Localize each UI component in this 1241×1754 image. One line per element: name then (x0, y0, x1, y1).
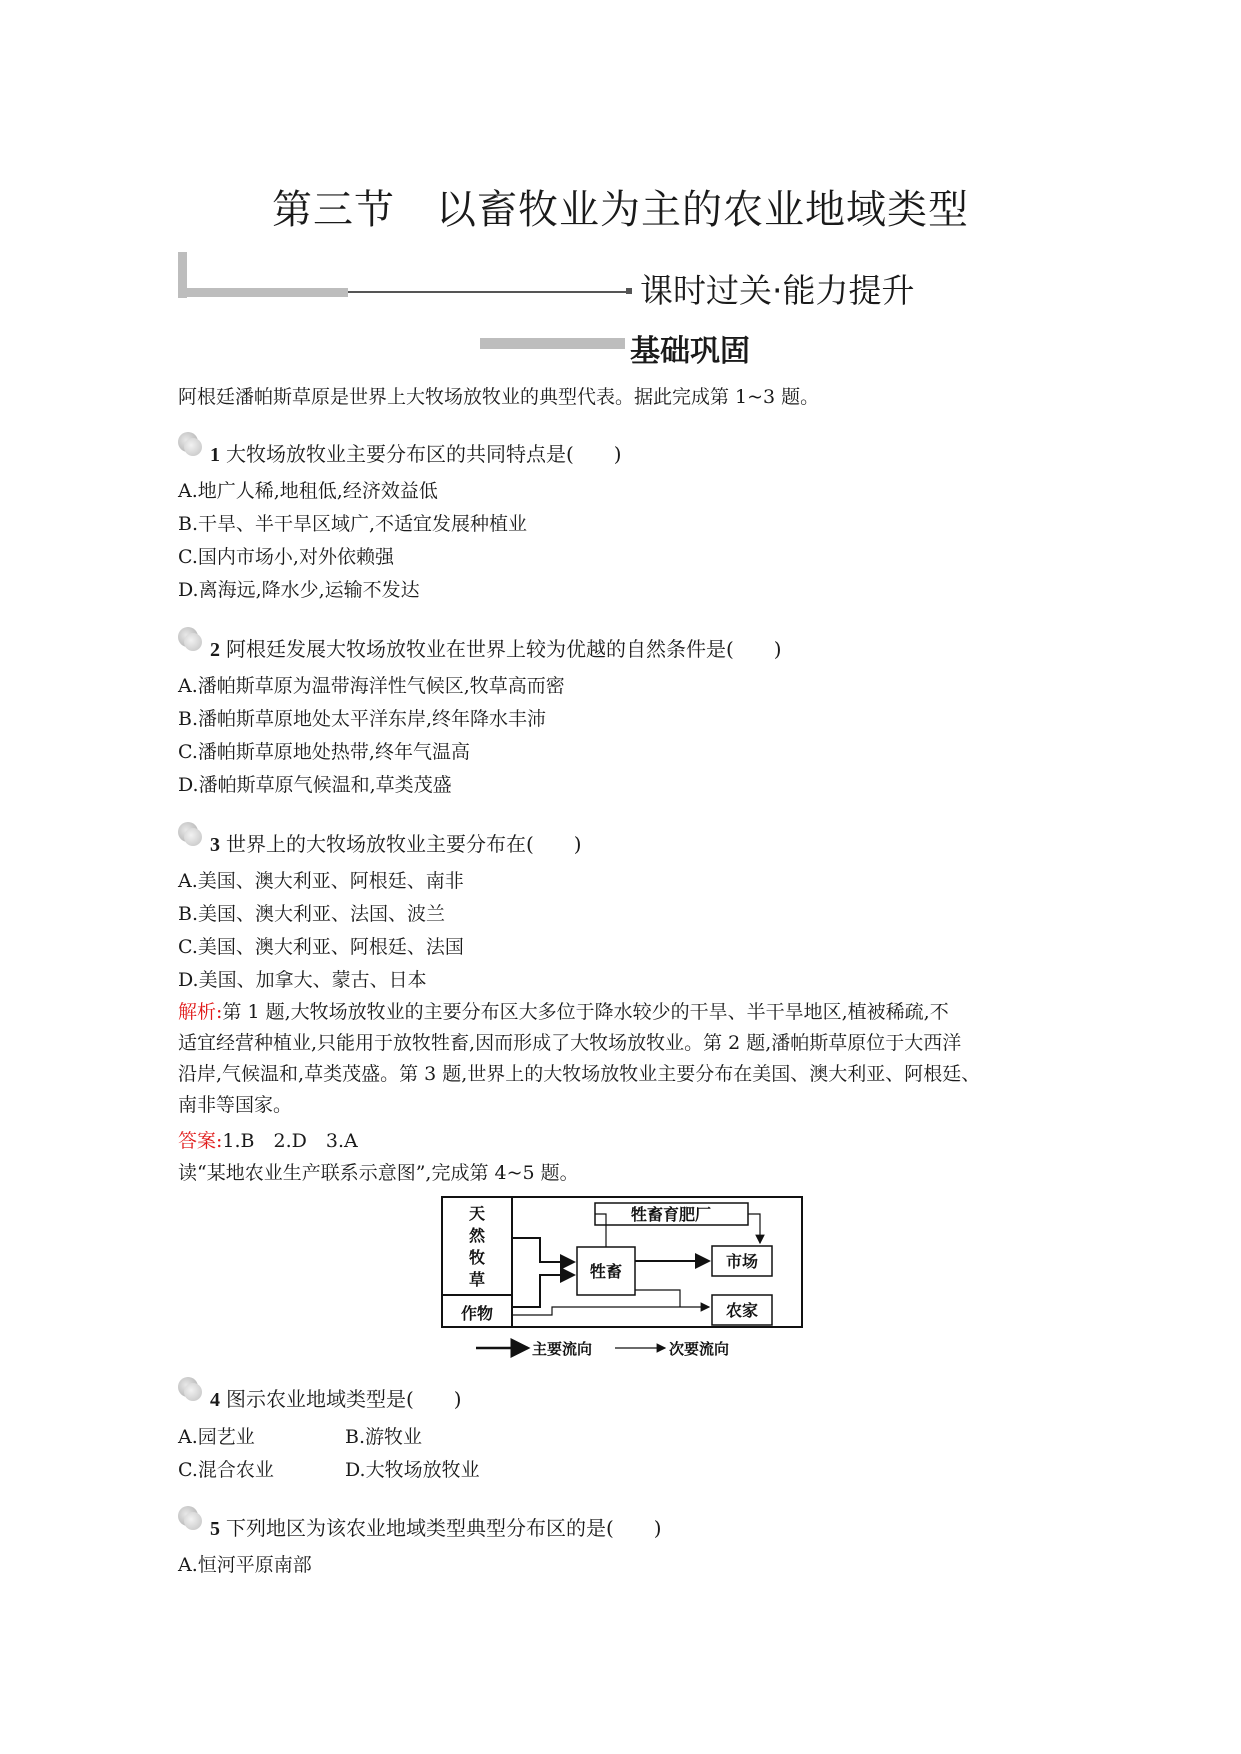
analysis-line-1: 解析:第 1 题,大牧场放牧业的主要分布区大多位于降水较少的干旱、半干旱地区,植被稀疏,不 (178, 1001, 949, 1023)
intro-text: 阿根廷潘帕斯草原是世界上大牧场放牧业的典型代表。据此完成第 1~3 题。 (178, 386, 820, 408)
farm-label: 农家 (725, 1301, 759, 1320)
option: B.潘帕斯草原地处太平洋东岸,终年降水丰沛 (178, 708, 547, 730)
answer-label: 答案: (178, 1130, 223, 1152)
legend-minor-label: 次要流向 (669, 1340, 730, 1358)
option: D.潘帕斯草原气候温和,草类茂盛 (178, 774, 452, 796)
livestock-label: 牲畜 (589, 1262, 623, 1281)
question-text: 大牧场放牧业主要分布区的共同特点是( ) (226, 442, 622, 466)
option: D.大牧场放牧业 (345, 1459, 480, 1481)
question-number: 4 (210, 1389, 220, 1411)
option: B.美国、澳大利亚、法国、波兰 (178, 903, 446, 925)
question-text: 世界上的大牧场放牧业主要分布在( ) (226, 832, 582, 856)
option: C.混合农业 (178, 1459, 274, 1481)
question-number: 5 (210, 1518, 220, 1540)
question-text: 阿根廷发展大牧场放牧业在世界上较为优越的自然条件是( ) (226, 637, 782, 661)
analysis-line-3: 沿岸,气候温和,草类茂盛。第 3 题,世界上的大牧场放牧业主要分布在美国、澳大利亚、阿根廷、 (178, 1063, 981, 1085)
option: B.游牧业 (345, 1426, 423, 1448)
answer-line (178, 1128, 358, 1154)
question-text: 下列地区为该农业地域类型典型分布区的是( ) (226, 1516, 662, 1540)
section-bar (480, 338, 625, 349)
question-marker-icon (178, 1506, 198, 1526)
market-label: 市场 (725, 1252, 759, 1271)
agriculture-diagram (440, 1195, 805, 1360)
question-number: 3 (210, 834, 220, 856)
option: A.潘帕斯草原为温带海洋性气候区,牧草高而密 (178, 675, 565, 697)
option: A.恒河平原南部 (178, 1554, 312, 1576)
grass-label: 牧 (468, 1248, 486, 1267)
analysis-line-2: 适宜经营种植业,只能用于放牧牲畜,因而形成了大牧场放牧业。第 2 题,潘帕斯草原位于大西洋 (178, 1032, 962, 1054)
option: B.干旱、半干旱区域广,不适宜发展种植业 (178, 513, 528, 535)
question-text: 图示农业地域类型是( ) (226, 1387, 462, 1411)
grass-label: 天 (468, 1204, 486, 1223)
question-number: 2 (210, 639, 220, 661)
grass-label: 然 (468, 1226, 486, 1245)
analysis-line-4: 南非等国家。 (178, 1094, 293, 1116)
option: A.园艺业 (178, 1426, 255, 1448)
page-title: 第三节 以畜牧业为主的农业地域类型 (272, 187, 969, 233)
option: A.地广人稀,地租低,经济效益低 (178, 480, 438, 502)
option: C.国内市场小,对外依赖强 (178, 546, 394, 568)
intro-text-2: 读“某地农业生产联系示意图”,完成第 4~5 题。 (178, 1162, 579, 1184)
grass-label: 草 (468, 1270, 486, 1289)
option: A.美国、澳大利亚、阿根廷、南非 (178, 870, 464, 892)
banner-decoration (178, 252, 638, 302)
question-marker-icon (178, 627, 198, 647)
question-marker-icon (178, 1377, 198, 1397)
answer-text: 1.B 2.D 3.A (222, 1130, 358, 1152)
analysis-label: 解析: (178, 1001, 223, 1023)
crop-label: 作物 (460, 1304, 494, 1323)
question-number: 1 (210, 444, 220, 466)
section-title: 基础巩固 (630, 334, 750, 369)
legend-main-label: 主要流向 (532, 1340, 593, 1358)
question-marker-icon (178, 432, 198, 452)
banner-title: 课时过关·能力提升 (640, 271, 915, 310)
question-marker-icon (178, 822, 198, 842)
option: C.潘帕斯草原地处热带,终年气温高 (178, 741, 470, 763)
option: D.离海远,降水少,运输不发达 (178, 579, 420, 601)
option: D.美国、加拿大、蒙古、日本 (178, 969, 427, 991)
option: C.美国、澳大利亚、阿根廷、法国 (178, 936, 464, 958)
fertilizer-label: 牲畜育肥厂 (630, 1205, 712, 1224)
